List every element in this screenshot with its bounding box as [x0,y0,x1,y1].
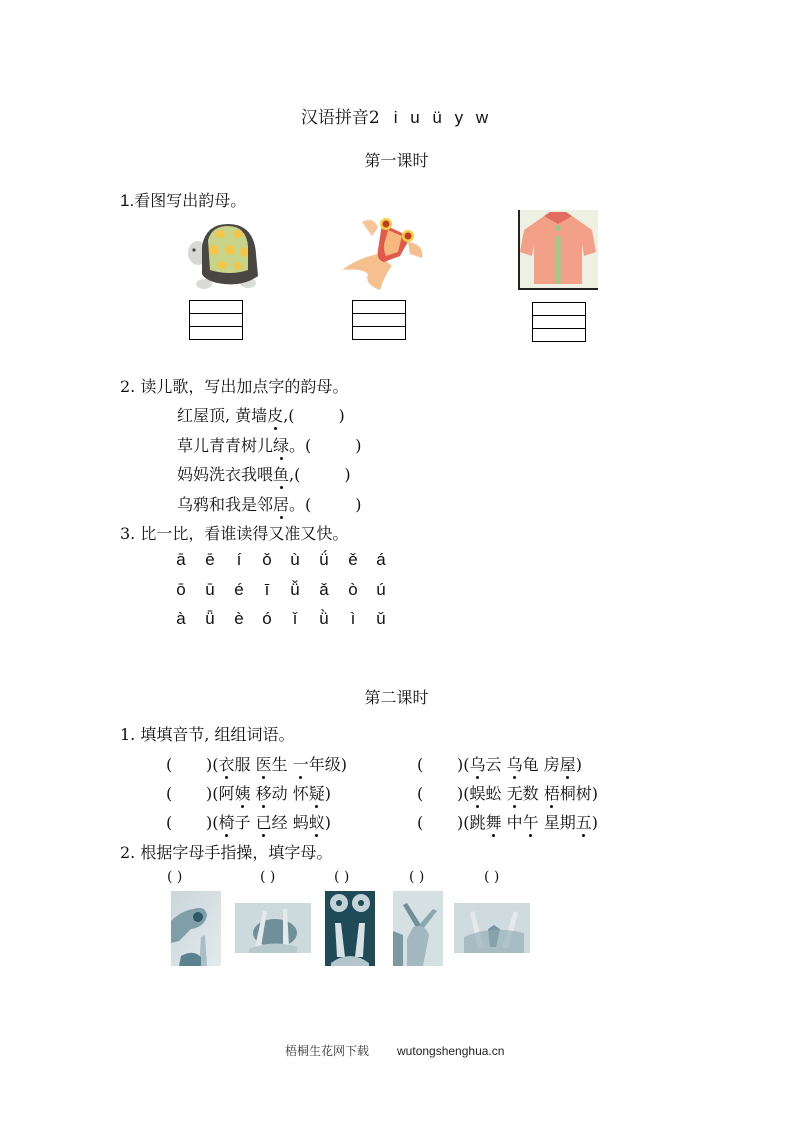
hand-gesture-y-photo [393,891,443,966]
hand-gesture-u-photo [235,903,311,953]
rhyme-line: 乌鸦和我是邻居。( ) [177,492,362,515]
syllable-row: ( )(椅子 已经 蚂蚁) [166,810,331,833]
syllable-row: ( )(跳舞 中午 星期五) [417,810,598,833]
turtle-picture [184,220,260,292]
rhyme-line: 草儿青青树儿绿。( ) [177,433,362,456]
pinyin-item: ō [176,580,186,599]
dotted-char: 居 [273,492,289,515]
pinyin-item: ò [348,580,358,599]
pinyin-item: ǐ [293,609,297,628]
pinyin-item: ú [376,580,386,599]
answer-blank[interactable]: ( [417,813,424,832]
pinyin-row-3 [171,609,401,633]
footer [285,1042,504,1059]
pinyin-item: ē [205,550,215,569]
answer-blank-2[interactable]: ( ) [260,869,276,885]
pinyin-item: ā [176,550,186,569]
pinyin-item: ī [264,580,270,599]
pinyin-item: ě [348,550,358,569]
writing-box-turtle[interactable] [189,300,243,340]
lesson1-question-1 [120,188,246,211]
writing-box-goldfish[interactable] [352,300,406,340]
pinyin-row-2 [171,580,401,604]
hand-gesture-ü-photo [325,891,375,966]
pinyin-item: à [176,609,186,628]
pinyin-item: ǒ [262,550,272,569]
hand-gesture-i-photo [171,891,221,966]
answer-blank[interactable]: ( [166,784,173,803]
pinyin-item: ū [205,580,215,599]
pinyin-item: é [234,580,244,599]
dotted-char: 鱼 [273,462,289,485]
writing-box-shirt[interactable] [532,302,586,342]
title-chinese: 汉语拼音2 [300,108,380,128]
pinyin-item: ì [350,609,356,628]
lesson1-question-3: 3. 比一比，看谁读得又准又快。 [120,524,349,543]
pinyin-item: ù [290,550,300,569]
question-number: 1. [120,191,135,210]
lesson2-question-1: 1. 填填音节, 组组词语。 [120,725,295,744]
answer-blank-4[interactable]: ( ) [409,869,425,885]
pinyin-item: ǖ [205,609,215,628]
footer-url[interactable]: wutongshenghua.cn [397,1044,505,1058]
hand-gesture-w-photo [454,903,530,953]
syllable-row: ( )(阿姨 移动 怀疑) [166,781,331,804]
pinyin-item: ǎ [319,580,329,599]
pinyin-item: í [236,550,242,569]
answer-blank-3[interactable]: ( ) [334,869,350,885]
answer-blank[interactable]: ( [417,784,424,803]
syllable-row: ( )(蜈蚣 无数 梧桐树) [417,781,598,804]
pinyin-item: á [376,550,386,569]
goldfish-picture [338,214,430,292]
rhyme-line: 红屋顶, 黄墙皮,( ) [177,403,345,426]
answer-blank[interactable]: ( [417,755,424,774]
lesson-2-heading: 第二课时 [364,688,429,707]
shirt-picture [518,210,598,290]
dotted-char: 皮 [267,403,283,426]
syllable-row: ( )(衣服 医生 一年级) [166,752,347,775]
answer-blank-1[interactable]: ( ) [167,869,183,885]
answer-blank-5[interactable]: ( ) [484,869,500,885]
syllable-row: ( )(乌云 乌龟 房屋) [417,752,582,775]
title-letters: i u ü y w [393,108,493,127]
dotted-char: 绿 [273,433,289,456]
question-text: 看图写出韵母。 [134,191,247,210]
pinyin-item: ǚ [290,580,300,599]
lesson2-question-2: 2. 根据字母手指操，填字母。 [120,843,333,862]
pinyin-item: ǘ [319,550,329,569]
pinyin-item: ó [262,609,272,628]
lesson-1-heading: 第一课时 [364,151,429,170]
pinyin-item: ǔ [376,609,386,628]
rhyme-line: 妈妈洗衣我喂鱼,( ) [177,462,351,485]
pinyin-item: è [234,609,244,628]
pinyin-item: ǜ [319,609,329,628]
pinyin-row-1 [171,550,401,574]
lesson1-question-2: 2. 读儿歌，写出加点字的韵母。 [120,377,349,396]
footer-site-name: 梧桐生花网下载 [285,1044,370,1058]
answer-blank[interactable]: ( [166,755,173,774]
page-title [0,103,793,128]
answer-blank[interactable]: ( [166,813,173,832]
